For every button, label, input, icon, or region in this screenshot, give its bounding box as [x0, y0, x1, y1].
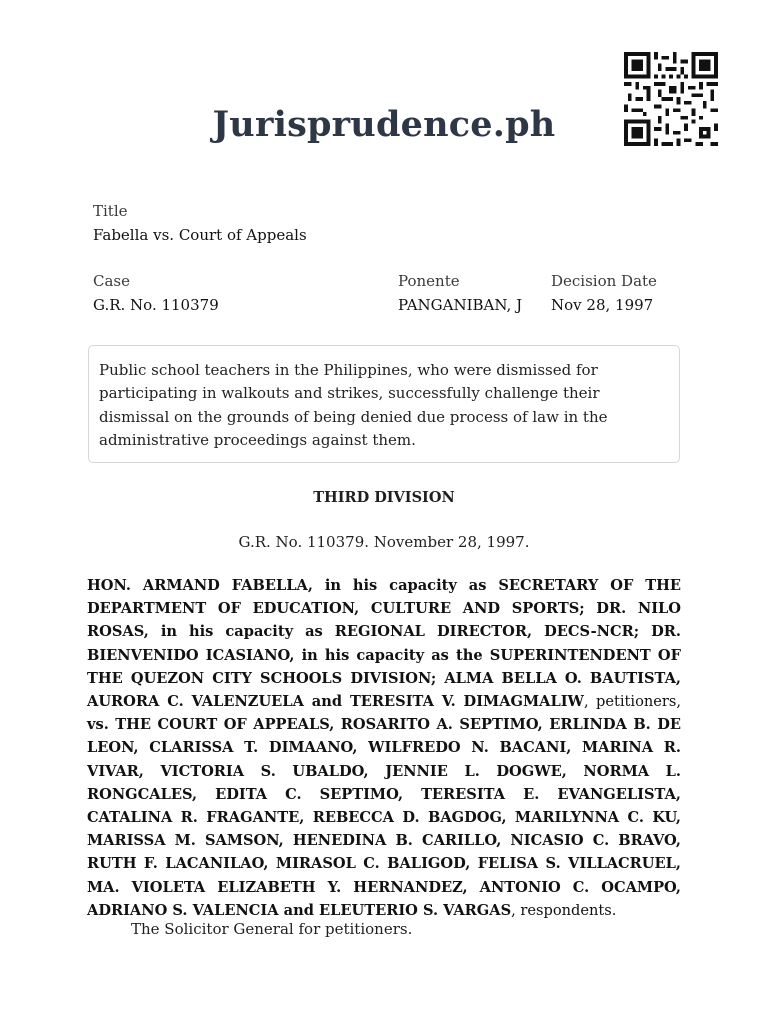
counsel-line: The Solicitor General for petitioners.: [131, 920, 413, 938]
petitioners-role: , petitioners,: [583, 693, 681, 711]
respondents-names: THE COURT OF APPEALS, ROSARITO A. SEPTIMO, ERLINDA B. DE LEON, CLARISSA T. DIMAANO, WILFREDO N. BACANI, MARINA R. VIVAR, VICTORIA S. UBALDO, JENNIE L. DOGWE, NORMA L. RONGCALES, EDITA C. SEPTIMO, TERESITA E. EVANGELISTA, CATALINA R. FRAGANTE, REBECCA D. BAGDOG, MARILYNNA C. KU, MARISSA M. SAMSON, HENEDINA B. CARILLO, NICASIO C. BRAVO, RUTH F. LACANILAO, MIRASOL C. BALIGOD, FELISA S. VILLACRUEL, MA. VIOLETA ELIZABETH Y. HERNANDEZ, ANTONIO C. OCAMPO, ADRIANO S. VALENCIA and ELEUTERIO S. VARGAS: [87, 716, 681, 919]
case-title: Fabella vs. Court of Appeals: [93, 226, 307, 244]
site-title: Jurisprudence.ph: [212, 104, 556, 145]
versus-label: vs.: [87, 716, 109, 734]
case-number: G.R. No. 110379: [93, 296, 219, 314]
case-summary: Public school teachers in the Philippines, who were dismissed for participating in walkouts and strikes, successfully challenge their dismissal on the grounds of being denied due process of law in the administrative proceedings against them.: [88, 345, 680, 463]
decision-date-value: Nov 28, 1997: [551, 296, 654, 314]
division-heading: THIRD DIVISION: [313, 489, 455, 506]
petitioners-names: HON. ARMAND FABELLA, in his capacity as SECRETARY OF THE DEPARTMENT OF EDUCATION, CULTURE AND SPORTS; DR. NILO ROSAS, in his capacity as REGIONAL DIRECTOR, DECS-NCR; DR. BIENVENIDO ICASIANO, in his capacity as the SUPERINTENDENT OF THE QUEZON CITY SCHOOLS DIVISION; ALMA BELLA O. BAUTISTA, AURORA C. VALENZUELA and TERESITA V. DIMAGMALIW: [87, 577, 681, 711]
respondents-role: , respondents.: [511, 901, 617, 919]
case-parties: [87, 574, 681, 922]
decision-date-label: Decision Date: [551, 272, 657, 290]
ponente-value: PANGANIBAN, J: [398, 296, 523, 314]
ponente-label: Ponente: [398, 272, 460, 290]
title-label: Title: [93, 202, 128, 220]
case-label: Case: [93, 272, 130, 290]
gr-number-date: G.R. No. 110379. November 28, 1997.: [238, 533, 530, 551]
qr-code-icon: [624, 52, 718, 146]
